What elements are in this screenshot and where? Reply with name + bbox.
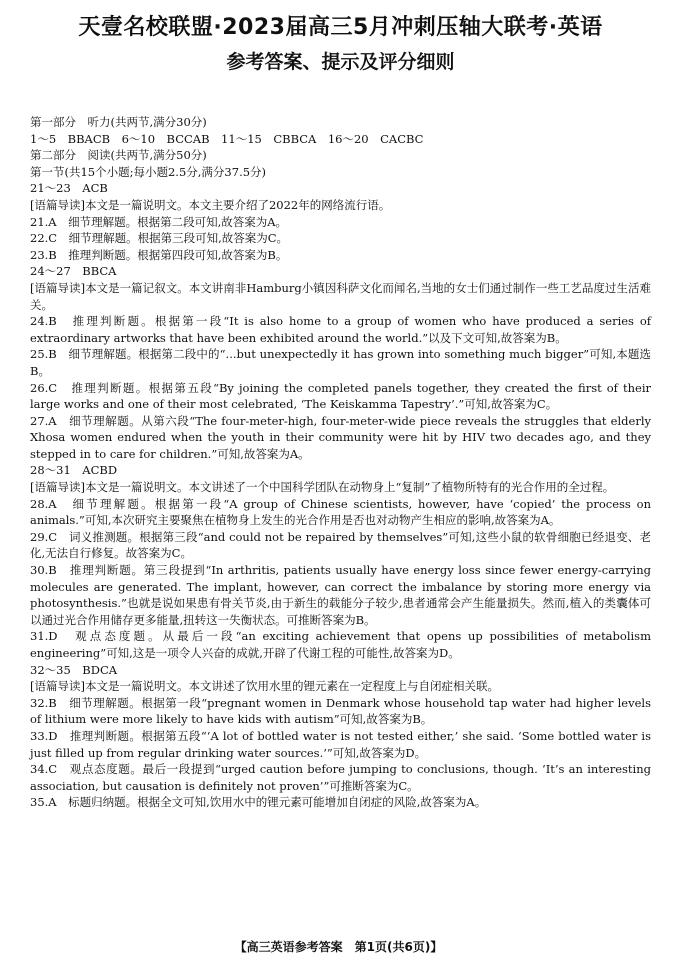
answer-31: 31.D 观点态度题。从最后一段“an exciting achievement that opens up possibilities of metabolism engineering”可知,这是一项令人兴奋的成就,开辟了代谢工程的可能性,故答案为D。 <box>30 629 651 660</box>
passage-c-answers: 28～31 ACBD <box>30 463 118 478</box>
answer-32: 32.B 细节理解题。根据第一段“pregnant women in Denmark whose household tap water had higher levels of lithium were more likely to have kids with autism”可知,故答案为B。 <box>30 695 651 727</box>
document-subtitle: 参考答案、提示及评分细则 <box>226 51 455 73</box>
answer-21: 21.A 细节理解题。根据第二段可知,故答案为A。 <box>30 214 288 229</box>
passage-a-guide: [语篇导读]本文是一篇说明文。本文主要介绍了2022年的网络流行语。 <box>30 197 391 212</box>
passage-a-answers: 21～23 ACB <box>30 181 108 196</box>
passage-d-guide: [语篇导读]本文是一篇说明文。本文讲述了饮用水里的锂元素在一定程度上与自闭症相关联。 <box>30 679 499 694</box>
document-title: 天壹名校联盟·2023届高三5月冲刺压轴大联考·英语 <box>78 15 603 40</box>
answer-29: 29.C 词义推测题。根据第三段“and could not be repaired by themselves”可知,这些小鼠的软骨细胞已经退变、老化,无法自行修复。故答案为C。 <box>30 529 651 561</box>
passage-c-guide: [语篇导读]本文是一篇说明文。本文讲述了一个中国科学团队在动物身上“复制”了植物所特有的光合作用的全过程。 <box>30 480 615 495</box>
passage-b-answers: 24～27 BBCA <box>30 264 117 279</box>
answer-body <box>30 114 651 811</box>
answer-26: 26.C 推理判断题。根据第五段“By joining the completed panels together, they created the first of their large works and one of their most celebrated, ‘The Keiskamma Tapestry’.”可知,故答案为C。 <box>30 380 651 412</box>
answer-34: 34.C 观点态度题。最后一段提到“urged caution before jumping to conclusions, though. ‘It’s an interesting association, but causation is definitely not proven’”可推断答案为C。 <box>30 762 651 793</box>
answer-30: 30.B 推理判断题。第三段提到“In arthritis, patients usually have energy loss since fewer energy-carrying molecules are generated. The implant, however, can correct the imbalance by storing more energy via photosynthesis.”也就是说如果患有骨关节炎,由于新生的载能分子较少,患者通常会产生能量损失。然而,植入的类囊体可以通过光合作用储存更多能量,扭转这一失衡状态。可推断答案为B。 <box>30 563 651 627</box>
answer-25: 25.B 细节理解题。根据第二段中的“...but unexpectedly it has grown into something much bigger”可知,本题选B。 <box>30 347 651 378</box>
answer-22: 22.C 细节理解题。根据第三段可知,故答案为C。 <box>30 231 289 246</box>
reading-part-one-heading: 第一节(共15个小题;每小题2.5分,满分37.5分) <box>30 164 267 179</box>
passage-b-guide: [语篇导读]本文是一篇记叙文。本文讲南非Hamburg小镇因科萨文化而闻名,当地的女士们通过制作一些工艺品度过生活难关。 <box>30 280 651 312</box>
answer-35: 35.A 标题归纳题。根据全文可知,饮用水中的锂元素可能增加自闭症的风险,故答案为A。 <box>30 795 487 810</box>
answer-27: 27.A 细节理解题。从第六段“The four-meter-high, four-meter-wide piece reveals the struggles that elderly Xhosa women endured when the youth in their community were hit by HIV two decades ago, and they stepped in to care for children.”可知,故答案为A。 <box>30 413 651 461</box>
answer-24: 24.B 推理判断题。根据第一段“It is also home to a group of women who have produced a series of extraordinary artworks that have been exhibited around the world.”以及下文可知,故答案为B。 <box>30 314 651 345</box>
answer-23: 23.B 推理判断题。根据第四段可知,故答案为B。 <box>30 247 288 262</box>
listening-answers: 1～5 BBACB 6～10 BCCAB 11～15 CBBCA 16～20 CACBC <box>30 131 424 146</box>
answer-28: 28.A 细节理解题。根据第一段“A group of Chinese scientists, however, have ‘copied’ the process on animals.”可知,本次研究主要聚焦在植物身上发生的光合作用是否也对动物产生相应的影响,故答案为A。 <box>30 496 651 528</box>
page-footer: 【高三英语参考答案 第1页(共6页)】 <box>234 940 443 954</box>
section-listening-heading: 第一部分 听力(共两节,满分30分) <box>30 115 207 129</box>
passage-d-answers: 32～35 BDCA <box>30 662 118 677</box>
answer-33: 33.D 推理判断题。根据第五段“‘A lot of bottled water is not tested either,’ she said. ‘Some bottled water is just filled up from regular drinking water sources.’”可知,故答案为D。 <box>30 728 651 760</box>
section-reading-heading: 第二部分 阅读(共两节,满分50分) <box>30 148 207 163</box>
